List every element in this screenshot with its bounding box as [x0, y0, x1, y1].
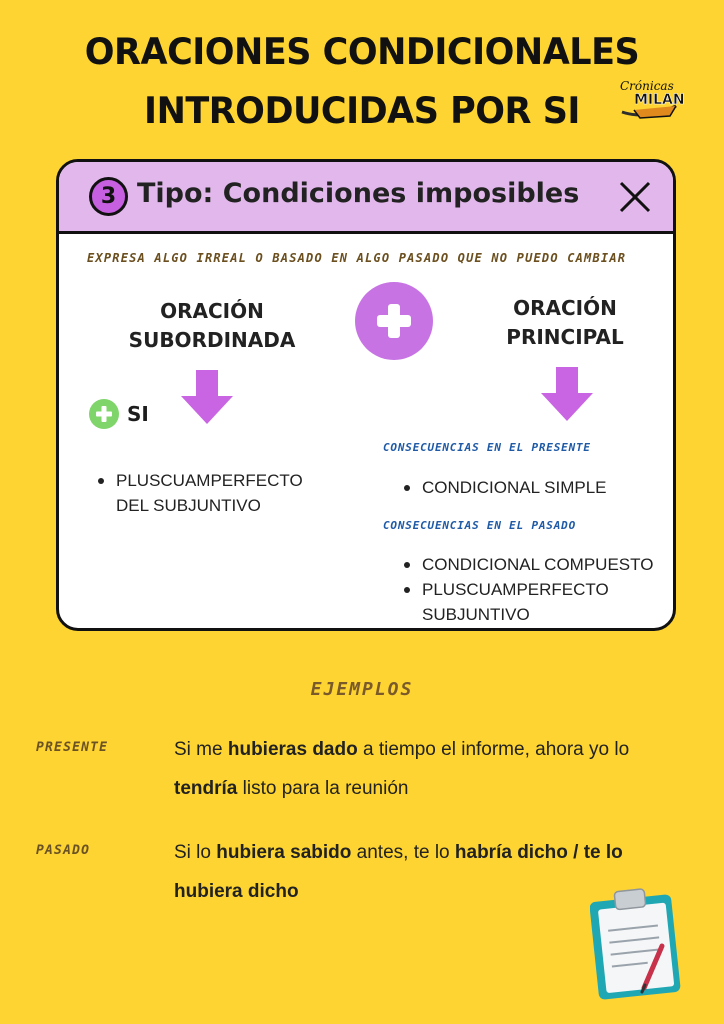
- principal-heading: [445, 294, 676, 352]
- example-text-part: listo para la reunión: [237, 778, 409, 799]
- example-text-part: antes, te lo: [351, 842, 455, 863]
- list-item: CONDICIONAL SIMPLE: [402, 475, 672, 500]
- list-item: PLUSCUAMPERFECTO DEL SUBJUNTIVO: [96, 468, 326, 518]
- subordinate-heading-line1: ORACIÓN: [160, 299, 264, 323]
- example-present-label: PRESENTE: [36, 740, 109, 755]
- clipboard-icon: [590, 884, 686, 1000]
- example-past-label: PASADO: [36, 843, 91, 858]
- close-icon[interactable]: [617, 179, 653, 215]
- card-subtitle: EXPRESA ALGO IRREAL O BASADO EN ALGO PASADO QUE NO PUEDO CAMBIAR: [87, 251, 627, 265]
- subordinate-list: [96, 468, 326, 518]
- subordinate-heading: [92, 297, 332, 355]
- example-text-part: Si me: [174, 739, 228, 760]
- present-consequence-label: CONSECUENCIAS EN EL PRESENTE: [383, 441, 591, 454]
- past-consequence-label: CONSECUENCIAS EN EL PASADO: [383, 519, 576, 532]
- example-text-bold: hubieras dado: [227, 739, 358, 760]
- list-item: CONDICIONAL COMPUESTO: [402, 552, 672, 577]
- example-present-text: [174, 730, 674, 808]
- plus-icon: [89, 399, 119, 429]
- example-text-bold: tendría: [174, 778, 238, 799]
- subordinate-heading-line2: SUBORDINADA: [128, 328, 296, 352]
- logo-text-top: Crónicas: [620, 79, 674, 93]
- page-title-line1: ORACIONES CONDICIONALES: [84, 31, 640, 74]
- logo-icon: [616, 70, 694, 130]
- page-title-line2: INTRODUCIDAS POR SI: [144, 90, 580, 133]
- card-title: Tipo: Condiciones imposibles: [137, 178, 580, 209]
- card-header: [59, 162, 673, 234]
- list-item: PLUSCUAMPERFECTO SUBJUNTIVO: [402, 577, 622, 627]
- present-list: [402, 475, 672, 500]
- example-text-bold: habría dicho / te lo hubiera dicho: [174, 842, 623, 902]
- type-number-badge: 3: [89, 177, 128, 216]
- past-list: [402, 552, 672, 627]
- example-text-part: a tiempo el informe, ahora yo lo: [357, 739, 630, 760]
- principal-heading-line2: PRINCIPAL: [506, 325, 624, 349]
- plus-icon: [355, 282, 433, 360]
- arrow-down-icon: [179, 370, 235, 426]
- principal-heading-line1: ORACIÓN: [513, 296, 617, 320]
- example-text-bold: hubiera sabido: [216, 842, 352, 863]
- si-label: SI: [127, 402, 149, 426]
- logo-text-bottom: MILAN: [634, 92, 685, 108]
- examples-heading: EJEMPLOS: [310, 679, 414, 700]
- arrow-down-icon: [539, 367, 595, 423]
- info-card: [56, 159, 676, 631]
- example-text-part: Si lo: [174, 842, 217, 863]
